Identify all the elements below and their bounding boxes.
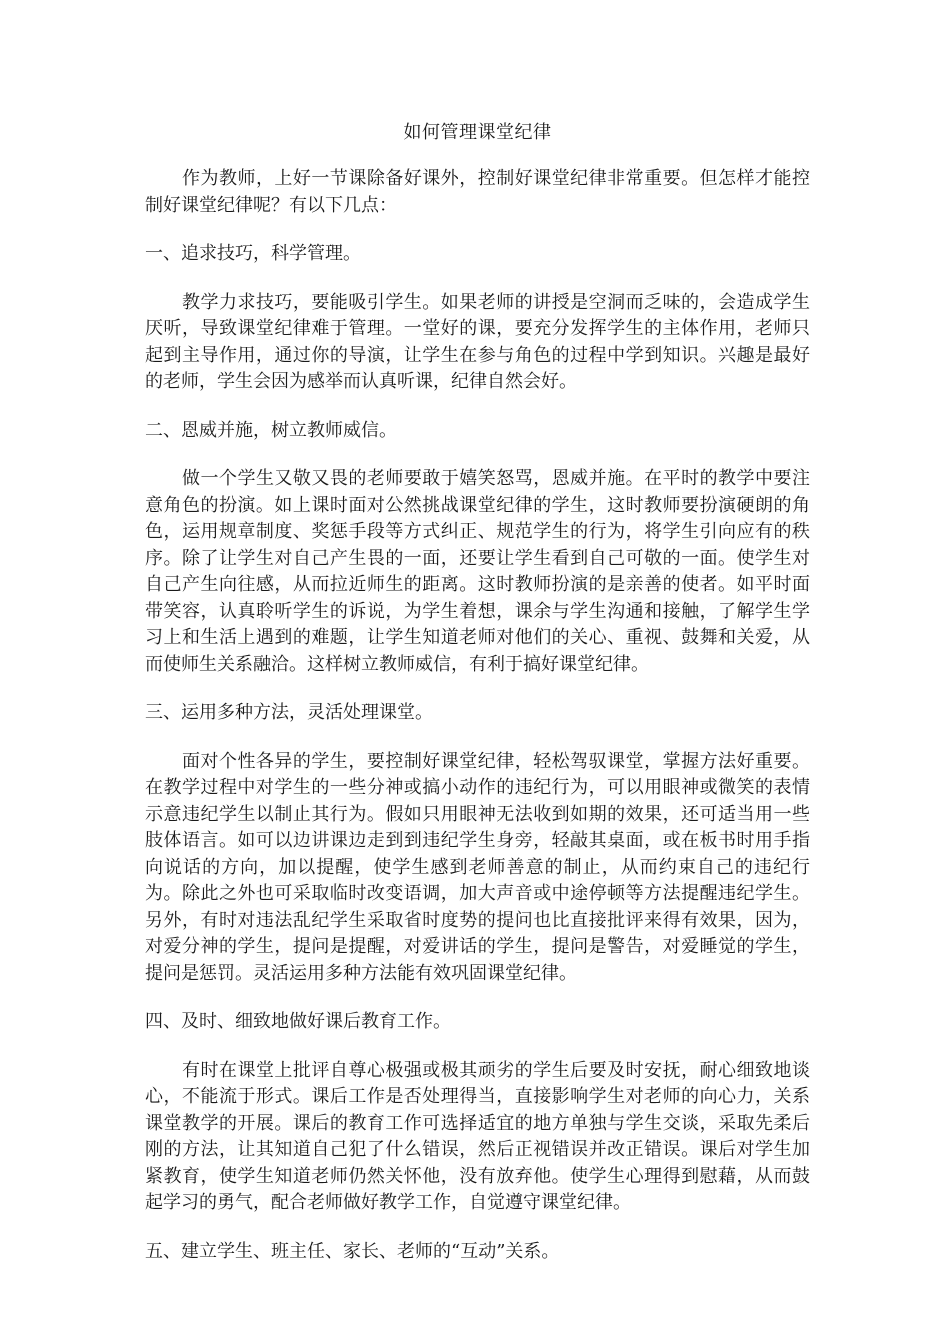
section-5-heading: 五、建立学生、班主任、家长、老师的“互动”关系。: [145, 1240, 560, 1262]
section-1-heading: 一、追求技巧，科学管理。: [145, 243, 361, 264]
section-2-heading: 二、恩威并施，树立教师威信。: [145, 419, 397, 441]
document-title: 如何管理课堂纪律: [403, 122, 552, 143]
section-3-heading: 三、运用多种方法，灵活处理课堂。: [145, 702, 433, 723]
section-4-body: 有时在课堂上批评自尊心极强或极其顽劣的学生后要及时安抚，耐心细致地谈心，不能流于形式。课后工作是否处理得当，直接影响学生对老师的向心力，关系课堂教学的开展。课后的教育工作可选择适宜的地方单独与学生交谈，采取先柔后刚的方法，让其知道自己犯了什么错误，然后正视错误并改正错误。课后对学生加紧教育，使学生知道老师仍然关怀他，没有放弃他。使学生心理得到慰藉，从而鼓起学习的勇气，配合老师做好教学工作，自觉遵守课堂纪律。: [145, 1059, 810, 1213]
section-4-heading: 四、及时、细致地做好课后教育工作。: [145, 1011, 451, 1032]
document-page: [145, 120, 810, 1287]
section-1-body: 教学力求技巧，要能吸引学生。如果老师的讲授是空洞而乏味的，会造成学生厌听，导致课堂纪律难于管理。一堂好的课，要充分发挥学生的主体作用，老师只起到主导作用，通过你的导演，让学生在参与角色的过程中学到知识。兴趣是最好的老师，学生会因为感举而认真听课，纪律自然会好。: [145, 291, 810, 392]
section-2-body: 做一个学生又敬又畏的老师要敢于嬉笑怒骂，恩威并施。在平时的教学中要注意角色的扮演。如上课时面对公然挑战课堂纪律的学生，这时教师要扮演硬朗的角色，运用规章制度、奖惩手段等方式纠正、规范学生的行为，将学生引向应有的秩序。除了让学生对自己产生畏的一面，还要让学生看到自己可敬的一面。使学生对自己产生向往感，从而拉近师生的距离。这时教师扮演的是亲善的使者。如平时面带笑容，认真聆听学生的诉说，为学生着想，课余与学生沟通和接触，了解学生学习上和生活上遇到的难题，让学生知道老师对他们的关心、重视、鼓舞和关爱，从而使师生关系融洽。这样树立教师威信，有利于搞好课堂纪律。: [145, 468, 810, 675]
section-3-body: 面对个性各异的学生，要控制好课堂纪律，轻松驾驭课堂，掌握方法好重要。在教学过程中对学生的一些分神或搞小动作的违纪行为，可以用眼神或微笑的表情示意违纪学生以制止其行为。假如只用眼神无法收到如期的效果，还可适当用一些肢体语言。如可以边讲课边走到到违纪学生身旁，轻敲其桌面，或在板书时用手指向说话的方向，加以提醒，使学生感到老师善意的制止，从而约束自己的违纪行为。除此之外也可采取临时改变语调，加大声音或中途停顿等方法提醒违纪学生。另外，有时对违法乱纪学生采取省时度势的提问也比直接批评来得有效果，因为，对爱分神的学生，提问是提醒，对爱讲话的学生，提问是警告，对爱睡觉的学生，提问是惩罚。灵活运用多种方法能有效巩固课堂纪律。: [145, 750, 810, 984]
intro-paragraph: 作为教师，上好一节课除备好课外，控制好课堂纪律非常重要。但怎样才能控制好课堂纪律呢？有以下几点：: [145, 168, 810, 216]
